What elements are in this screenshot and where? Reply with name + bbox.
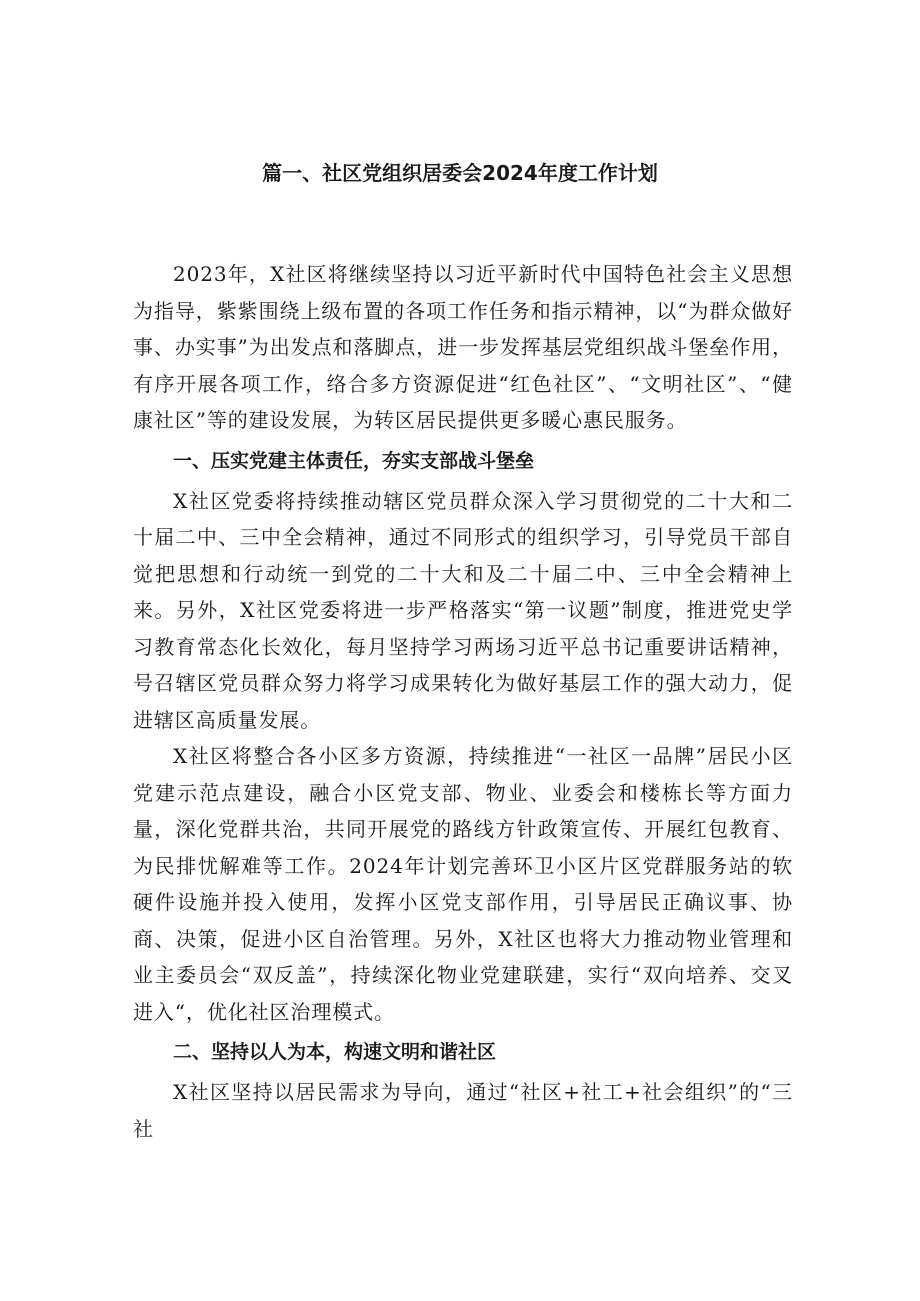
- section-heading-2: 二、坚持以人为本，构速文明和谐社区: [173, 1041, 497, 1063]
- section-heading-1: 一、压实党建主体责任，夯实支部战斗堡垒: [173, 449, 535, 472]
- paragraph-community-brand: X社区将整合各小区多方资源，持续推进“一社区一品牌”居民小区党建示范点建设，融合小区党支部、物业、业委会和楼栋长等方面力量，深化党群共治，共同开展党的路线方针政策宣传、开展红包教育、为民排忧解难等工作。2024年计划完善环卫小区片区党群服务站的软硬件设施并投入使用，发挥小区党支部作用，引导居民正确议事、协商、决策，促进小区自治管理。另外，X社区也将大力推动物业管理和业主委员会“双反盖”，持续深化物业党建联建，实行“双向培养、交叉进入“，优化社区治理模式。: [133, 744, 793, 1024]
- paragraph-intro: 2023年，X社区将继续坚持以习近平新时代中国特色社会主义思想为指导，紫紫围绕上级布置的各项工作任务和指示精神，以“为群众做好事、办实事”为出发点和落脚点，进一步发挥基层党组织战斗堡垒作用，有序开展各项工作，络合多方资源促进“红色社区”、“文明社区”、“健康社区”等的建设发展，为转区居民提供更多暖心惠民服务。: [133, 262, 793, 432]
- paragraph-resident-needs: X社区坚持以居民需求为导向，通过“社区+社工+社会组织”的“三社: [133, 1080, 793, 1141]
- document-body: [133, 256, 793, 1147]
- document-title: 篇一、社区党组织居委会2024年度工作计划: [262, 161, 658, 185]
- paragraph-party-study: X社区党委将持续推动辖区党员群众深入学习贯彻党的二十大和二十届二中、三中全会精神，通过不同形式的组织学习，引导党员干部自觉把思想和行动统一到党的二十大和及二十届二中、三中全会精神上来。另外，X社区党委将进一步严格落实“第一议题”制度，推进党史学习教育常态化长效化，每月坚持学习两场习近平总书记重要讲话精神，号召辖区党员群众努力将学习成果转化为做好基层工作的强大动力，促进辖区高质量发展。: [133, 488, 793, 732]
